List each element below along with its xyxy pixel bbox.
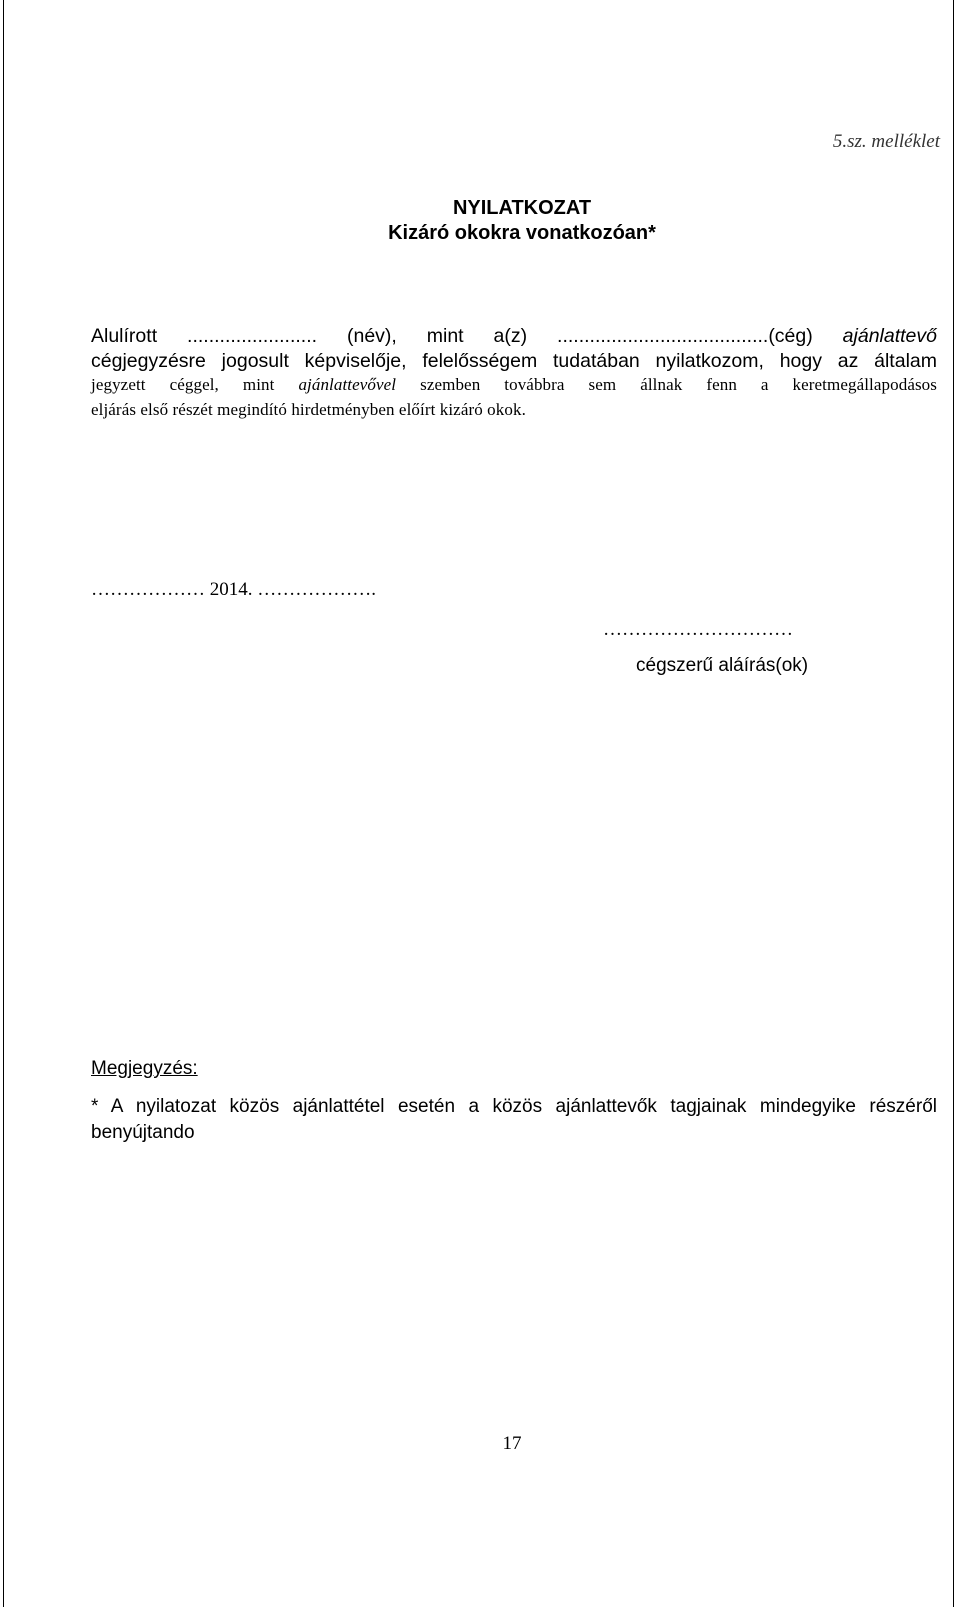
annex-label: 5.sz. melléklet: [832, 131, 940, 152]
declaration-line-3-text-end: szemben továbbra sem állnak fenn a keretmegállapodásos: [396, 375, 937, 394]
signature-label: cégszerű aláírás(ok): [636, 655, 809, 676]
declaration-line-1-text: Alulírott ........................ (név), mint a(z) .......................................(cég): [91, 325, 843, 347]
note-text: * A nyilatozat közös ajánlattétel esetén a közös ajánlattevők tagjainak mindegyike részéről benyújtando: [91, 1096, 937, 1143]
declaration-line-1-italic: ajánlattevő: [842, 325, 937, 347]
date-line: ……………… 2014. ……………….: [91, 579, 376, 600]
declaration-line-4: eljárás első részét megindító hirdetményben előírt kizáró okok.: [91, 400, 526, 419]
signature-line: …………………………: [603, 619, 793, 640]
declaration-line-3-text: jegyzett céggel, mint: [91, 375, 299, 394]
document-subtitle: Kizáró okokra vonatkozóan*: [388, 222, 656, 244]
note-label: Megjegyzés:: [91, 1058, 198, 1079]
declaration-line-3-italic: ajánlattevővel: [298, 375, 397, 394]
declaration-line-1: [91, 325, 937, 348]
page-number: 17: [502, 1433, 522, 1454]
declaration-line-3: [91, 375, 937, 395]
declaration-line-2: cégjegyzésre jogosult képviselője, felelősségem tudatában nyilatkozom, hogy az általam: [91, 350, 937, 372]
document-title: NYILATKOZAT: [452, 197, 592, 219]
